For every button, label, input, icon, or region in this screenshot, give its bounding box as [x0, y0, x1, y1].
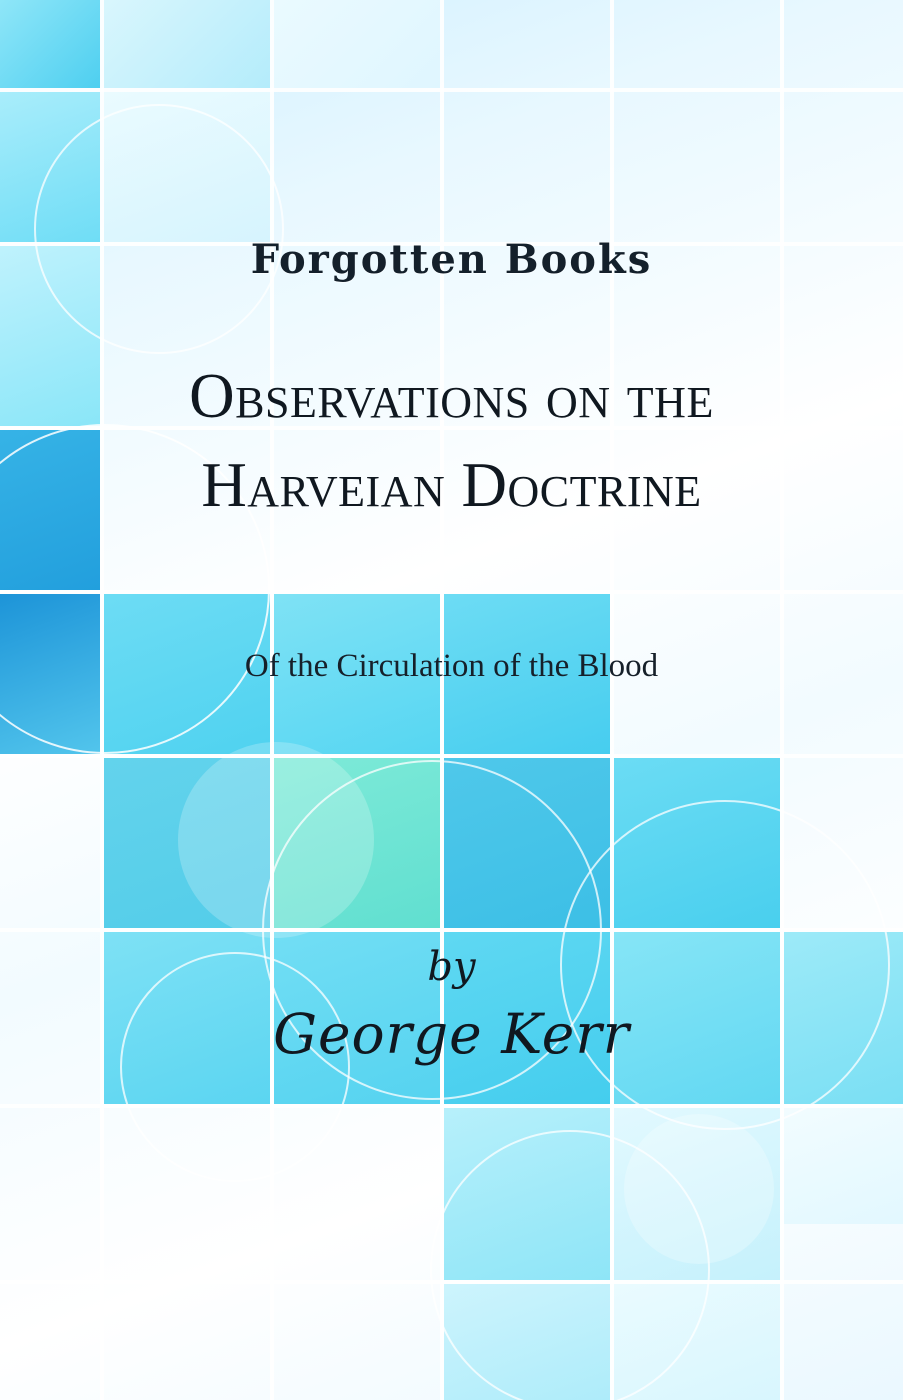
book-subtitle: Of the Circulation of the Blood — [244, 648, 659, 684]
publisher-imprint: Forgotten Books — [250, 236, 653, 283]
book-author: George Kerr — [273, 1002, 630, 1066]
by-label: by — [427, 944, 476, 990]
book-title: Observations on the Harveian Doctrine — [189, 361, 714, 521]
